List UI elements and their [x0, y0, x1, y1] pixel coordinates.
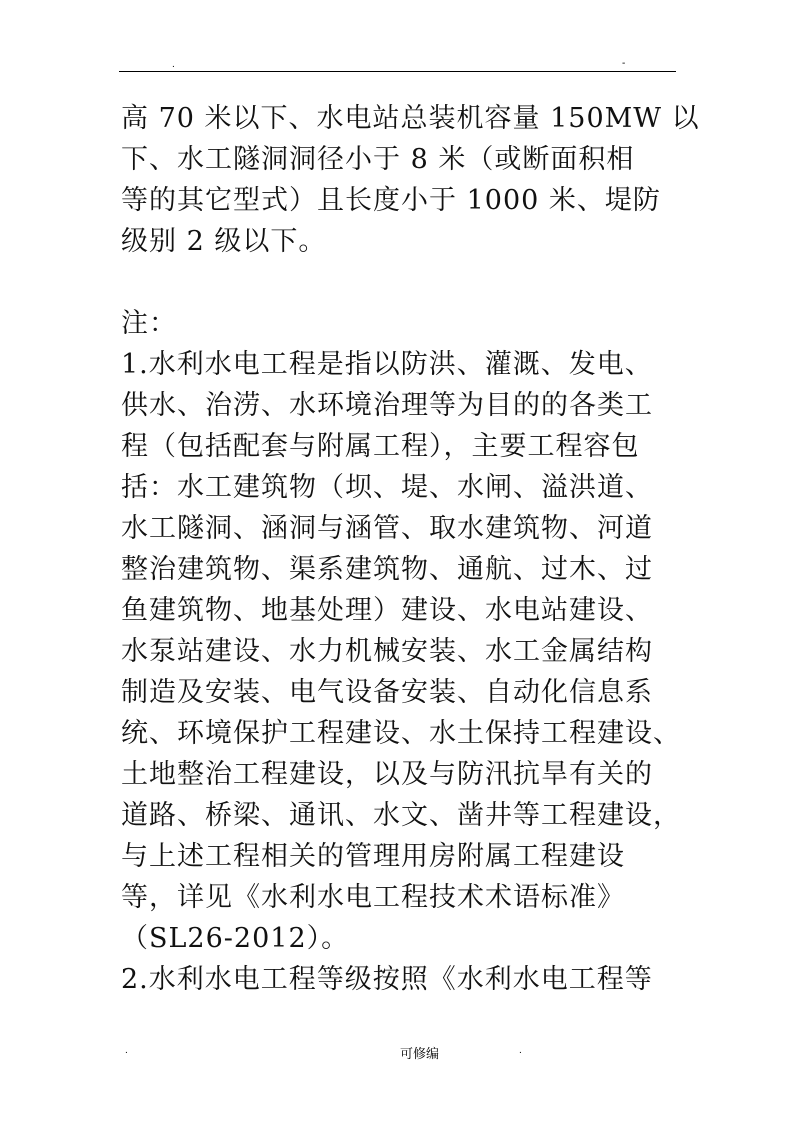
- note-heading: 注：: [121, 308, 177, 339]
- text-line: 等，详见《水利水电工程技术术语标准》: [121, 882, 625, 913]
- text-line: 与上述工程相关的管理用房附属工程建设: [121, 841, 625, 872]
- text-line: 程（包括配套与附属工程），主要工程容包: [121, 431, 640, 462]
- text-line: 鱼建筑物、地基处理）建设、水电站建设、: [121, 595, 653, 626]
- text-line: 制造及安装、电气设备安装、自动化信息系: [121, 677, 653, 708]
- header-rule: [119, 71, 676, 72]
- text-line: 土地整治工程建设，以及与防汛抗旱有关的: [121, 759, 653, 790]
- text-line: 供水、治涝、水环境治理等为目的的各类工: [121, 390, 653, 421]
- header-mark-right: -: [622, 58, 626, 69]
- body-text: [121, 98, 700, 1000]
- text-line: 下、水工隧洞洞径小于 8 米（或断面积相: [121, 144, 635, 175]
- text-line: 高 70 米以下、水电站总装机容量 150MW 以: [121, 103, 700, 134]
- footer-label: 可修编: [400, 1047, 440, 1062]
- footer-mark-right: .: [519, 1045, 522, 1056]
- text-line: （SL26-2012）。: [121, 923, 350, 954]
- text-line: 整治建筑物、渠系建筑物、通航、过木、过: [121, 554, 653, 585]
- header-mark-left: .: [172, 59, 175, 70]
- footer-mark-left: .: [125, 1045, 128, 1056]
- text-line: 1.水利水电工程是指以防洪、灌溉、发电、: [121, 349, 653, 380]
- text-line: 水泵站建设、水力机械安装、水工金属结构: [121, 636, 653, 667]
- text-line: 级别 2 级以下。: [121, 226, 327, 257]
- text-line: 2.水利水电工程等级按照《水利水电工程等: [121, 964, 653, 995]
- blank-line: [121, 262, 681, 303]
- text-line: 水工隧洞、涵洞与涵管、取水建筑物、河道: [121, 513, 653, 544]
- text-line: 道路、桥梁、通讯、水文、凿井等工程建设，: [121, 800, 681, 831]
- text-line: 等的其它型式）且长度小于 1000 米、堤防: [121, 185, 661, 216]
- text-line: 括：水工建筑物（坝、堤、水闸、溢洪道、: [121, 472, 653, 503]
- text-line: 统、环境保护工程建设、水土保持工程建设、: [121, 718, 681, 749]
